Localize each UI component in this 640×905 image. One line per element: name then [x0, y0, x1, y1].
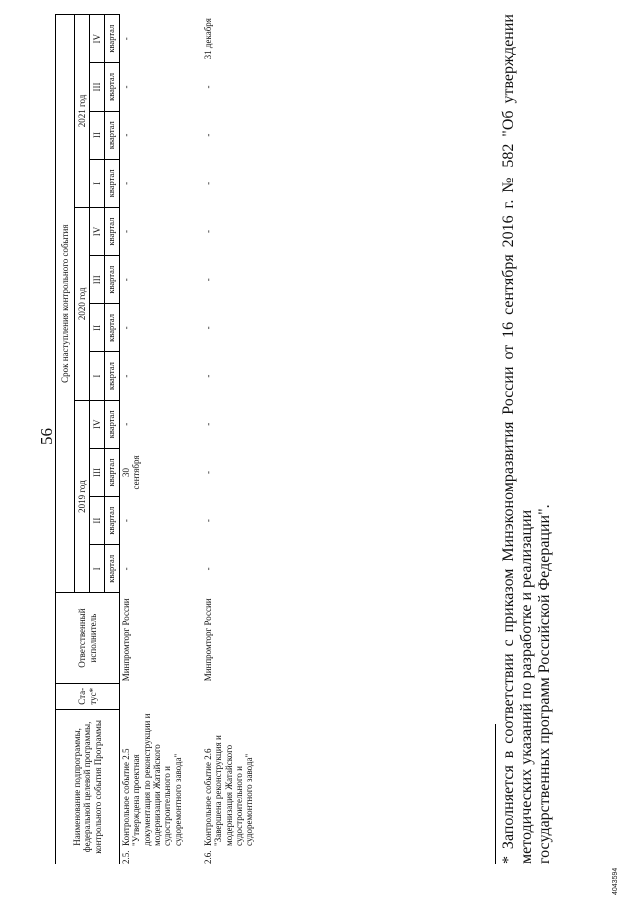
event-status	[120, 683, 203, 709]
footnote-divider	[495, 724, 496, 864]
quarter-number: IV	[90, 15, 105, 63]
event-name: Контрольное событие 2.5 "Утверждена проектная документация по реконструкции и модернизации Жатайского судостроительного и судоремонтного завода"	[120, 709, 203, 848]
deadline-cell: -	[203, 133, 213, 137]
deadline-cell: -	[203, 567, 213, 571]
page-number: 56	[37, 428, 56, 445]
quarter-number: IV	[90, 400, 105, 448]
quarter-number: II	[90, 497, 105, 545]
quarter-number: I	[90, 545, 105, 593]
quarter-label: квартал	[105, 448, 120, 496]
quarter-number: I	[90, 352, 105, 400]
quarter-label: квартал	[105, 111, 120, 159]
quarter-number: II	[90, 304, 105, 352]
deadline-cell: -	[120, 111, 203, 159]
deadline-cell: -	[203, 326, 213, 330]
quarter-label: квартал	[105, 545, 120, 593]
deadline-cell: -	[120, 63, 203, 111]
deadline-cell: -	[203, 181, 213, 185]
event-responsible: Минпромторг России	[120, 593, 203, 683]
quarter-number: III	[90, 256, 105, 304]
quarter-label: квартал	[105, 63, 120, 111]
quarter-number: III	[90, 63, 105, 111]
footnote-text-continued: государственных программ Российской Федерации".	[536, 504, 553, 864]
deadline-cell: -	[203, 519, 213, 523]
row-number: 2.5.	[120, 848, 203, 864]
deadline-cell: -	[120, 159, 203, 207]
event-responsible: Минпромторг России	[203, 598, 213, 682]
deadline-cell: -	[203, 230, 213, 234]
quarter-label: квартал	[105, 207, 120, 255]
quarter-label: квартал	[105, 497, 120, 545]
table-row	[202, 15, 284, 865]
deadline-cell: -	[120, 207, 203, 255]
header-deadline: Срок наступления контрольного события	[56, 15, 75, 593]
header-year-2019: 2019 год	[75, 400, 90, 593]
deadline-cell: -	[203, 470, 213, 474]
footnote-text: * Заполняется в соответствии с приказом Минэкономразвития России от 16 сентября 2016 г. № 582 "Об утверждении методических указаний по разработке и реализации	[500, 14, 535, 864]
quarter-number: II	[90, 111, 105, 159]
deadline-cell: 31 декабря	[203, 18, 213, 60]
quarter-label: квартал	[105, 15, 120, 63]
deadline-cell: -	[120, 400, 203, 448]
control-events-table	[55, 14, 284, 864]
header-responsible: Ответственный исполнитель	[56, 593, 120, 683]
deadline-cell: -	[120, 15, 203, 63]
header-status: Ста-тус*	[56, 683, 120, 709]
deadline-cell: -	[120, 304, 203, 352]
table-row	[120, 15, 203, 865]
deadline-cell: -	[120, 352, 203, 400]
quarter-number: I	[90, 159, 105, 207]
rotated-page-content	[55, 14, 615, 864]
quarter-number: III	[90, 448, 105, 496]
quarter-number: IV	[90, 207, 105, 255]
header-name: Наименование подпрограммы, федеральной целевой программы, контрольного события Программы	[56, 709, 120, 864]
deadline-cell: -	[203, 422, 213, 426]
header-year-2021: 2021 год	[75, 15, 90, 208]
event-name: Контрольное событие 2.6 "Завершена реконструкция и модернизация Жатайского судостроительного и судоремонтного завода"	[203, 735, 255, 846]
footnote	[495, 14, 554, 864]
quarter-label: квартал	[105, 352, 120, 400]
event-status	[202, 683, 284, 709]
deadline-cell: 30 сентября	[120, 448, 203, 496]
quarter-label: квартал	[105, 400, 120, 448]
deadline-cell: -	[203, 374, 213, 378]
quarter-label: квартал	[105, 304, 120, 352]
document-stamp: 4043594	[612, 867, 619, 895]
deadline-cell: -	[203, 278, 213, 282]
deadline-cell: -	[120, 256, 203, 304]
deadline-cell: -	[120, 497, 203, 545]
deadline-cell: -	[203, 85, 213, 89]
row-number: 2.6.	[203, 850, 213, 864]
quarter-label: квартал	[105, 256, 120, 304]
header-year-2020: 2020 год	[75, 207, 90, 400]
quarter-label: квартал	[105, 159, 120, 207]
deadline-cell: -	[120, 545, 203, 593]
